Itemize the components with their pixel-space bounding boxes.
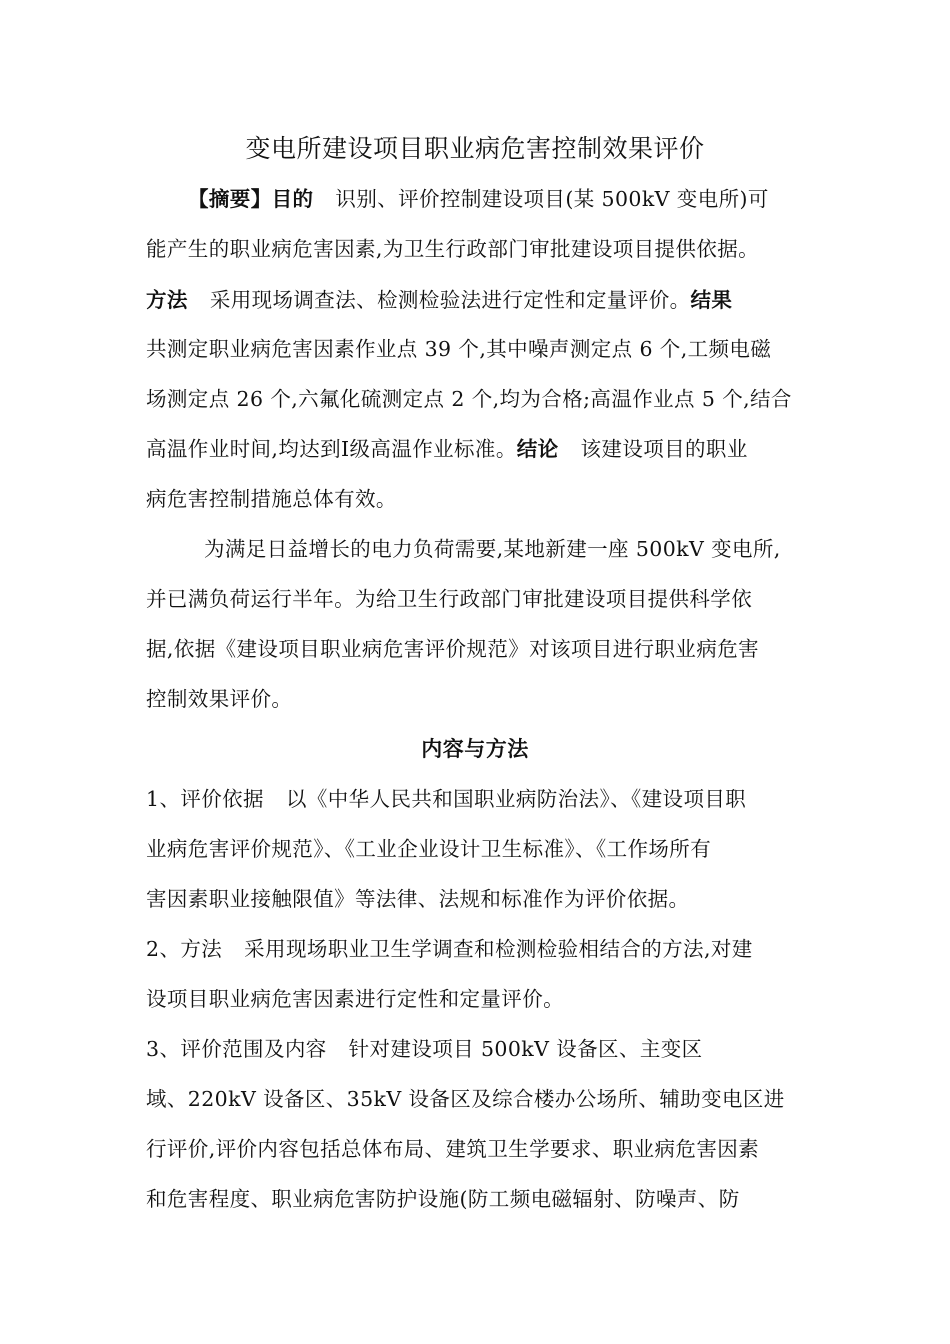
abstract-line-2: 能产生的职业病危害因素,为卫生行政部门审批建设项目提供依据。 [146, 237, 760, 261]
abstract-line-1 [188, 184, 769, 214]
item-text: 以《中华人民共和国职业病防治法》、《建设项目职 [285, 787, 747, 811]
abstract-text: 该建设项目的职业 [580, 437, 748, 461]
item-number: 3、 [146, 1037, 181, 1061]
item-label: 方法 [180, 937, 223, 961]
abstract-text: 采用现场调查法、检测检验法进行定性和定量评价。 [209, 288, 691, 312]
item-3-line-1 [146, 1034, 703, 1064]
abstract-keyword-purpose: 目的 [271, 187, 314, 211]
item-2-line-2: 设项目职业病危害因素进行定性和定量评价。 [146, 987, 564, 1011]
intro-line-2: 并已满负荷运行半年。为给卫生行政部门审批建设项目提供科学依 [146, 587, 753, 611]
abstract-line-4: 共测定职业病危害因素作业点 39 个,其中噪声测定点 6 个,工频电磁 [146, 337, 772, 361]
intro-line-3: 据,依据《建设项目职业病危害评价规范》对该项目进行职业病危害 [146, 637, 760, 661]
item-2-line-1 [146, 934, 753, 964]
item-number: 2、 [146, 937, 181, 961]
abstract-keyword-method: 方法 [146, 288, 188, 312]
item-number: 1、 [146, 787, 181, 811]
abstract-line-6 [146, 434, 748, 464]
abstract-label: 【摘要】 [188, 187, 272, 211]
document-title: 变电所建设项目职业病危害控制效果评价 [245, 134, 705, 163]
item-3-line-3: 行评价,评价内容包括总体布局、建筑卫生学要求、职业病危害因素 [146, 1137, 760, 1161]
intro-line-4: 控制效果评价。 [146, 687, 293, 711]
abstract-keyword-conclusion: 结论 [516, 437, 559, 461]
intro-line-1: 为满足日益增长的电力负荷需要,某地新建一座 500kV 变电所, [204, 537, 781, 561]
item-1-line-2: 业病危害评价规范》、《工业企业设计卫生标准》、《工作场所有 [146, 837, 712, 861]
item-3-line-2: 域、220kV 设备区、35kV 设备区及综合楼办公场所、辅助变电区进 [146, 1087, 785, 1111]
abstract-line-3 [146, 285, 732, 315]
item-text: 针对建设项目 500kV 设备区、主变区 [348, 1037, 703, 1061]
abstract-text: 识别、评价控制建设项目(某 500kV 变电所)可 [335, 187, 769, 211]
section-heading: 内容与方法 [421, 736, 529, 761]
item-1-line-1 [146, 784, 746, 814]
item-1-line-3: 害因素职业接触限值》等法律、法规和标准作为评价依据。 [146, 887, 690, 911]
item-label: 评价依据 [180, 787, 264, 811]
item-3-line-4: 和危害程度、职业病危害防护设施(防工频电磁辐射、防噪声、防 [146, 1187, 740, 1211]
abstract-line-7: 病危害控制措施总体有效。 [146, 487, 397, 511]
abstract-keyword-result: 结果 [690, 288, 733, 312]
item-label: 评价范围及内容 [180, 1037, 327, 1061]
item-text: 采用现场职业卫生学调查和检测检验相结合的方法,对建 [244, 937, 753, 961]
abstract-text: 高温作业时间,均达到Ⅰ级高温作业标准。 [146, 437, 517, 461]
abstract-line-5: 场测定点 26 个,六氟化硫测定点 2 个,均为合格;高温作业点 5 个,结合 [146, 387, 792, 411]
